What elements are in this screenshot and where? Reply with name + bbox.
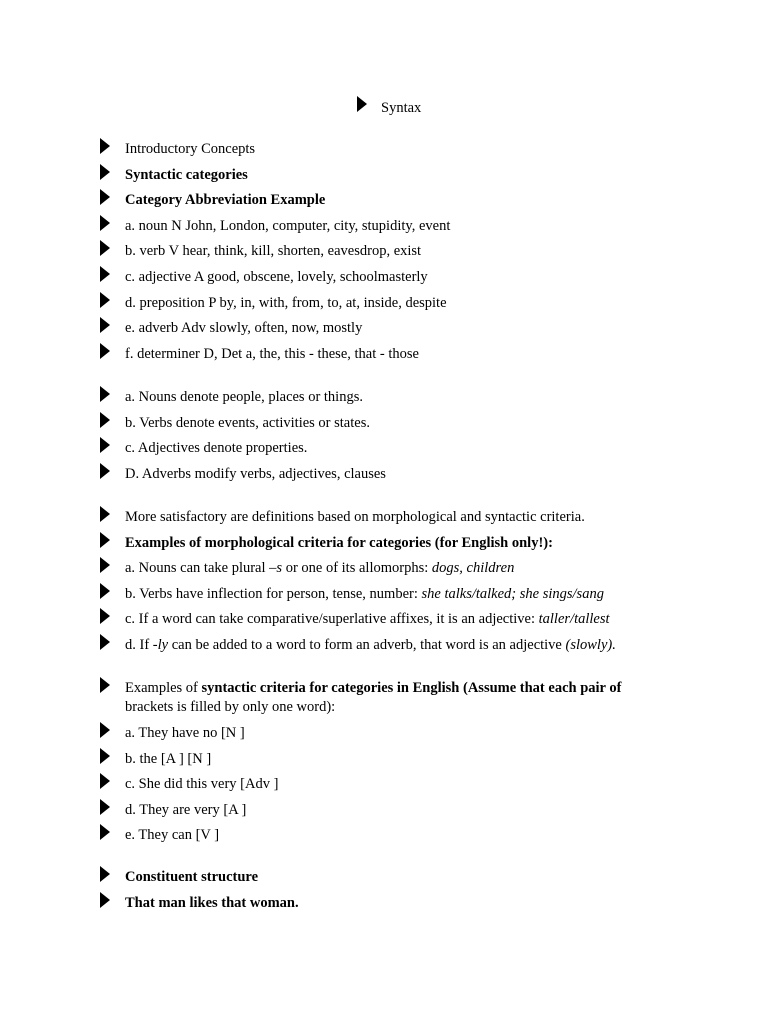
- morphological-section: [100, 505, 660, 659]
- triangle-bullet-icon: [100, 386, 110, 402]
- item-text: e. They can [V ]: [125, 827, 220, 844]
- italic-run: taller/tallest: [538, 611, 610, 628]
- text-run: can be added to a word to form an adverb, that word is an adjective: [168, 636, 566, 653]
- list-item: [100, 531, 660, 557]
- list-item: [100, 798, 660, 824]
- triangle-bullet-icon: [100, 799, 110, 815]
- triangle-bullet-icon: [100, 240, 110, 256]
- list-item: [100, 239, 660, 265]
- item-text: More satisfactory are definitions based on morphological and syntactic criteria.: [125, 509, 585, 525]
- item-text: [125, 559, 514, 578]
- triangle-bullet-icon: [100, 164, 110, 180]
- item-text: [125, 610, 610, 629]
- list-item: [100, 385, 660, 411]
- item-text: Syntactic categories: [125, 166, 248, 183]
- list-item: [100, 823, 660, 849]
- item-text: c. She did this very [Adv ]: [125, 776, 279, 793]
- triangle-bullet-icon: [100, 892, 110, 908]
- item-text: c. adjective A good, obscene, lovely, schoolmasterly: [125, 268, 428, 285]
- categories-section: [100, 137, 660, 367]
- text-run: b. Verbs have inflection for person, tense, number:: [125, 585, 422, 602]
- list-item: [100, 411, 660, 437]
- list-item: [100, 607, 660, 633]
- text-run: c. If a word can take comparative/superlative affixes, it is an adjective:: [125, 611, 539, 628]
- item-text: a. They have no [N ]: [125, 725, 245, 741]
- italic-run: s: [276, 560, 283, 577]
- list-item: [100, 747, 660, 773]
- item-text: f. determiner D, Det a, the, this - these, that - those: [125, 345, 419, 362]
- bold-run: syntactic criteria for categories in English (Assume that each pair of: [201, 680, 622, 696]
- item-text: [125, 679, 621, 717]
- list-item: [100, 137, 660, 163]
- list-item: [100, 342, 660, 368]
- text-run: or one of its allomorphs:: [282, 560, 432, 577]
- item-text: Introductory Concepts: [125, 141, 256, 157]
- item-text: D. Adverbs modify verbs, adjectives, clauses: [125, 465, 386, 482]
- item-text: c. Adjectives denote properties.: [125, 440, 308, 457]
- triangle-bullet-icon: [100, 608, 110, 624]
- item-text: [125, 636, 616, 655]
- text-run: d. If -: [125, 636, 158, 653]
- title-text: Syntax: [381, 100, 422, 116]
- triangle-bullet-icon: [100, 189, 110, 205]
- list-item: [100, 462, 660, 488]
- triangle-bullet-icon: [100, 506, 110, 522]
- triangle-bullet-icon: [100, 866, 110, 882]
- definitions-section: [100, 385, 660, 487]
- list-item: [100, 436, 660, 462]
- italic-run: she talks/talked; she sings/sang: [421, 585, 604, 602]
- item-text: e. adverb Adv slowly, often, now, mostly: [125, 320, 363, 337]
- triangle-bullet-icon: [100, 412, 110, 428]
- triangle-bullet-icon: [357, 96, 367, 112]
- item-text: a. Nouns denote people, places or things.: [125, 389, 363, 405]
- list-item: [100, 556, 660, 582]
- triangle-bullet-icon: [100, 215, 110, 231]
- item-text: a. noun N John, London, computer, city, stupidity, event: [125, 217, 451, 234]
- list-item: [100, 163, 660, 189]
- list-item: [100, 214, 660, 240]
- item-text: b. the [A ] [N ]: [125, 750, 212, 767]
- triangle-bullet-icon: [100, 343, 110, 359]
- item-text: b. Verbs denote events, activities or states.: [125, 414, 370, 431]
- list-item: [100, 676, 660, 721]
- triangle-bullet-icon: [100, 266, 110, 282]
- triangle-bullet-icon: [100, 138, 110, 154]
- item-text: b. verb V hear, think, kill, shorten, eavesdrop, exist: [125, 243, 422, 260]
- document-title: [357, 95, 421, 117]
- list-item: [100, 721, 660, 747]
- triangle-bullet-icon: [100, 677, 110, 693]
- constituent-section: [100, 865, 660, 916]
- list-item: [100, 891, 660, 917]
- item-text: Examples of morphological criteria for categories (for English only!):: [125, 534, 553, 551]
- triangle-bullet-icon: [100, 532, 110, 548]
- italic-run: dogs, children: [431, 560, 515, 577]
- list-item: [100, 505, 660, 531]
- triangle-bullet-icon: [100, 292, 110, 308]
- list-item: [100, 633, 660, 659]
- italic-run: ly: [157, 636, 169, 653]
- triangle-bullet-icon: [100, 722, 110, 738]
- triangle-bullet-icon: [100, 557, 110, 573]
- triangle-bullet-icon: [100, 437, 110, 453]
- list-item: [100, 316, 660, 342]
- text-run: brackets is filled by only one word):: [125, 699, 336, 715]
- list-item: [100, 582, 660, 608]
- item-text: d. They are very [A ]: [125, 801, 247, 818]
- triangle-bullet-icon: [100, 583, 110, 599]
- triangle-bullet-icon: [100, 773, 110, 789]
- text-run: a. Nouns can take plural –: [125, 560, 277, 577]
- item-text: That man likes that woman.: [125, 894, 299, 911]
- item-text: Constituent structure: [125, 869, 259, 885]
- list-item: [100, 772, 660, 798]
- text-run: Examples of: [125, 680, 202, 696]
- triangle-bullet-icon: [100, 748, 110, 764]
- triangle-bullet-icon: [100, 824, 110, 840]
- triangle-bullet-icon: [100, 634, 110, 650]
- italic-run: (slowly).: [565, 636, 616, 653]
- item-text: Category Abbreviation Example: [125, 192, 326, 209]
- triangle-bullet-icon: [100, 463, 110, 479]
- triangle-bullet-icon: [100, 317, 110, 333]
- item-text: d. preposition P by, in, with, from, to, at, inside, despite: [125, 294, 447, 311]
- list-item: [100, 865, 660, 891]
- item-text: [125, 585, 604, 604]
- syntactic-section: [100, 676, 660, 849]
- list-item: [100, 265, 660, 291]
- list-item: [100, 291, 660, 317]
- list-item: [100, 188, 660, 214]
